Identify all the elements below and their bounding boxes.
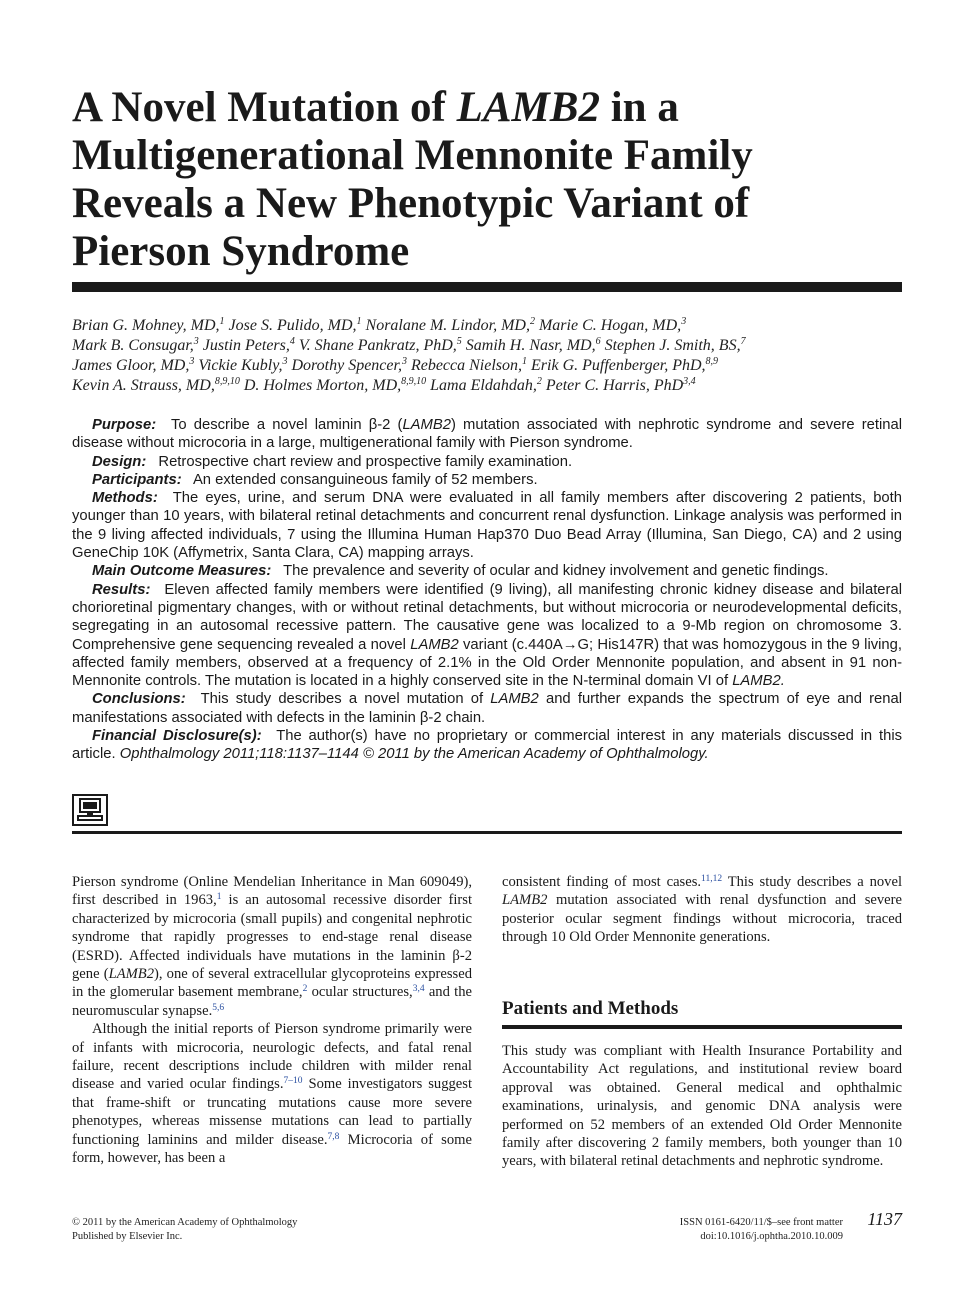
body-paragraph [72,873,472,1020]
body-text: ), one of several extracellular glycoproteins expressed in the glomerular basement membrane, [72,966,472,1001]
author-list [72,316,902,396]
affiliation-ref: 3 [401,356,407,367]
title-rule [72,282,902,292]
abstract [72,416,902,764]
abstract-text: and further expands the spectrum of eye and renal manifestations associated with defects in the laminin β-2 chain. [72,691,903,726]
abstract-label: Methods: [92,490,158,507]
title-part-2: in a Multigenerational Mennonite Family Reveals a New Phenotypic Variant of Pierson Syndrome [72,84,753,275]
abstract-text: To describe a novel laminin β-2 ( [171,417,403,433]
affiliation-ref: 3,4 [683,376,696,387]
author: Jose S. Pulido, MD, [224,317,357,334]
body-text: is an autosomal recessive disorder first characterized by microcoria (small pupils) and congenital nephrotic syndrome that rapidly progresses to end-stage renal disease (ESRD). Affected individuals have mutations in the laminin β-2 gene ( [72,892,473,983]
abstract-conclusions [72,690,902,727]
author: Vickie Kubly, [194,357,283,374]
citation-ref[interactable]: 2 [302,984,308,995]
abstract-label: Purpose: [92,417,157,433]
citation-ref[interactable]: 11,12 [701,874,723,884]
abstract-label: Results: [92,581,151,598]
body-text: Although the initial reports of Pierson syndrome primarily were of infants with microcoria, neurologic defects, and fatal renal failure, recent descriptions include children with milder renal disease and varied ocular findings. [72,1021,472,1093]
abstract-label: Main Outcome Measures: [92,563,272,580]
abstract-methods [72,489,902,562]
affiliation-ref: 1 [356,316,362,327]
author-line [72,336,902,356]
body-text: Some investigators suggest that frame-shift or truncating mutations cause more severe phenotypes, whereas missense mutations can lead to partially functioning laminins and milder disease. [72,1076,472,1148]
citation-ref[interactable]: 7–10 [283,1076,303,1087]
author: Brian G. Mohney, MD, [72,317,220,334]
affiliation-ref: 5 [456,336,462,347]
affiliation-ref: 1 [219,316,225,327]
author: Samih H. Nasr, MD, [461,337,596,354]
affiliation-ref: 8,9 [705,356,719,367]
author: Noralane M. Lindor, MD, [361,317,530,334]
body-column-right-methods [502,1042,902,1171]
abstract-text: This study describes a novel mutation of [200,691,491,708]
gene-name: LAMB2 [402,417,451,433]
gene-name: LAMB2. [732,673,785,690]
author: Mark B. Consugar, [72,337,194,354]
gene-name: LAMB2 [108,966,154,983]
body-paragraph: This study was compliant with Health Insurance Portability and Accountability Act regulations, and institutional review board approval was obtained. General medical and ophthalmic examinations, urinalysis, and genomic DNA analysis were performed on 52 members of an extended Old Order Mennonite family after discovering 2 family members, both younger than 10 years, with bilateral retinal detachments and nephrotic syndrome. [502,1043,902,1170]
affiliation-ref: 3 [681,316,687,327]
citation-ref[interactable]: 3,4 [412,984,425,995]
abstract-text: Retrospective chart review and prospective family examination. [158,453,573,470]
affiliation-ref: 6 [595,336,601,347]
author-line [72,356,902,376]
doi[interactable]: doi:10.1016/j.ophtha.2010.10.009 [700,1231,843,1242]
abstract-divider [72,831,902,834]
abstract-purpose [72,416,902,453]
page-number: 1137 [867,1209,902,1229]
author-line [72,376,902,396]
affiliation-ref: 1 [522,356,528,367]
author: Peter C. Harris, PhD [541,377,684,394]
abstract-label: Financial Disclosure(s): [92,728,262,745]
affiliation-ref: 2 [529,316,535,327]
abstract-text: variant (c.440A→G; His147R) that was homozygous in the 9 living, affected family members, observed at a frequency of 2.1% in the Old Order Mennonite population, and absent in 91 non-Mennonite controls. The mutation is located in a highly conserved site in the N-terminal domain VI of [72,636,903,690]
author: Kevin A. Strauss, MD, [72,377,215,394]
body-column-right [502,873,902,947]
title-gene: LAMB2 [456,84,600,131]
gene-name: LAMB2 [490,691,539,708]
publisher: Published by Elsevier Inc. [72,1231,183,1242]
gene-name: LAMB2 [410,636,459,653]
section-heading-rule [502,1025,902,1029]
body-text: ocular structures, [307,984,413,1001]
abstract-text: The prevalence and severity of ocular and kidney involvement and genetic findings. [283,563,829,580]
author: Dorothy Spencer, [287,357,402,374]
footer-right [560,1216,843,1244]
body-text: Microcoria of some form, however, has been a [72,1131,472,1167]
section-heading: Patients and Methods [502,998,679,1019]
body-paragraph [72,1020,472,1167]
abstract-disclosure [72,727,902,764]
author: V. Shane Pankratz, PhD, [294,337,457,354]
affiliation-ref: 3 [189,356,195,367]
body-text: Pierson syndrome (Online Mendelian Inheritance in Man 609049), first described in 1963, [72,874,472,909]
affiliation-ref: 7 [740,336,746,347]
body-text: and the neuromuscular synapse. [72,984,472,1019]
issn: ISSN 0161-6420/11/$–see front matter [679,1217,843,1228]
abstract-text: An extended consanguineous family of 52 members. [192,471,538,488]
abstract-text: The eyes, urine, and serum DNA were evaluated in all family members after discovering 2 patients, both younger than 10 years, with bilateral retinal detachments and concurrent renal dysfunction. Linkage analysis was performed in the 9 living affected individuals, 7 using the Illumina Human Hap370 Duo Bead Array (Illumina, San Diego, CA) and 2 using GeneChip 10K (Affymetrix, Santa Clara, CA) mapping arrays. [72,490,902,562]
body-text: consistent finding of most cases. [502,874,702,890]
author: James Gloor, MD, [72,357,190,374]
author: Lama Eldahdah, [426,377,537,394]
citation-ref[interactable]: 7,8 [327,1131,340,1142]
body-text: This study describes a novel [722,874,902,890]
author: D. Holmes Morton, MD, [239,377,402,394]
abstract-label: Participants: [92,471,182,488]
affiliation-ref: 4 [289,336,295,347]
author: Marie C. Hogan, MD, [534,317,682,334]
abstract-text: Eleven affected family members were identified (9 living), all manifesting chronic kidney disease and bilateral chorioretinal pigmentary changes, with or without retinal detachments, but without microcoria or neurodevelopmental deficits, segregating in an autosomal recessive pattern. The causative gene was localized to a 9-Mb region on chromosome 3. Comprehensive gene sequencing revealed a novel [72,581,902,653]
computer-monitor-icon [72,794,108,826]
author-line [72,316,902,336]
citation-ref[interactable]: 5,6 [212,1002,225,1013]
author: Justin Peters, [198,337,290,354]
author: Stephen J. Smith, BS, [600,337,741,354]
article-title [72,84,892,276]
affiliation-ref: 2 [536,376,542,387]
affiliation-ref: 8,9,10 [214,376,240,387]
abstract-design [72,453,902,471]
affiliation-ref: 3 [282,356,288,367]
abstract-label: Design: [92,453,147,470]
gene-name: LAMB2 [502,892,548,909]
author: Rebecca Nielson, [406,357,523,374]
copyright-notice: © 2011 by the American Academy of Ophthalmology [72,1217,298,1228]
body-paragraph [502,873,902,947]
abstract-text: ) mutation associated with nephrotic syndrome and severe retinal disease without microcoria in a large, multigenerational family with Pierson syndrome. [72,417,902,452]
citation-ref[interactable]: 1 [216,892,222,903]
title-part-1: A Novel Mutation of [72,84,457,131]
journal-citation: Ophthalmology 2011;118:1137–1144 © 2011 by the American Academy of Ophthalmology. [119,746,709,763]
body-text: mutation associated with renal dysfunction and severe posterior ocular segment findings without microcoria, traced through 10 Old Order Mennonite generations. [502,892,902,946]
body-column-left [72,873,472,1168]
affiliation-ref: 8,9,10 [401,376,427,387]
author: Erik G. Puffenberger, PhD, [527,357,706,374]
abstract-participants [72,471,902,489]
abstract-label: Conclusions: [92,691,186,708]
abstract-outcomes [72,562,902,580]
abstract-text: The author(s) have no proprietary or commercial interest in any materials discussed in this article. [72,728,903,763]
affiliation-ref: 3 [193,336,199,347]
footer-left [72,1216,432,1244]
abstract-results [72,581,902,691]
